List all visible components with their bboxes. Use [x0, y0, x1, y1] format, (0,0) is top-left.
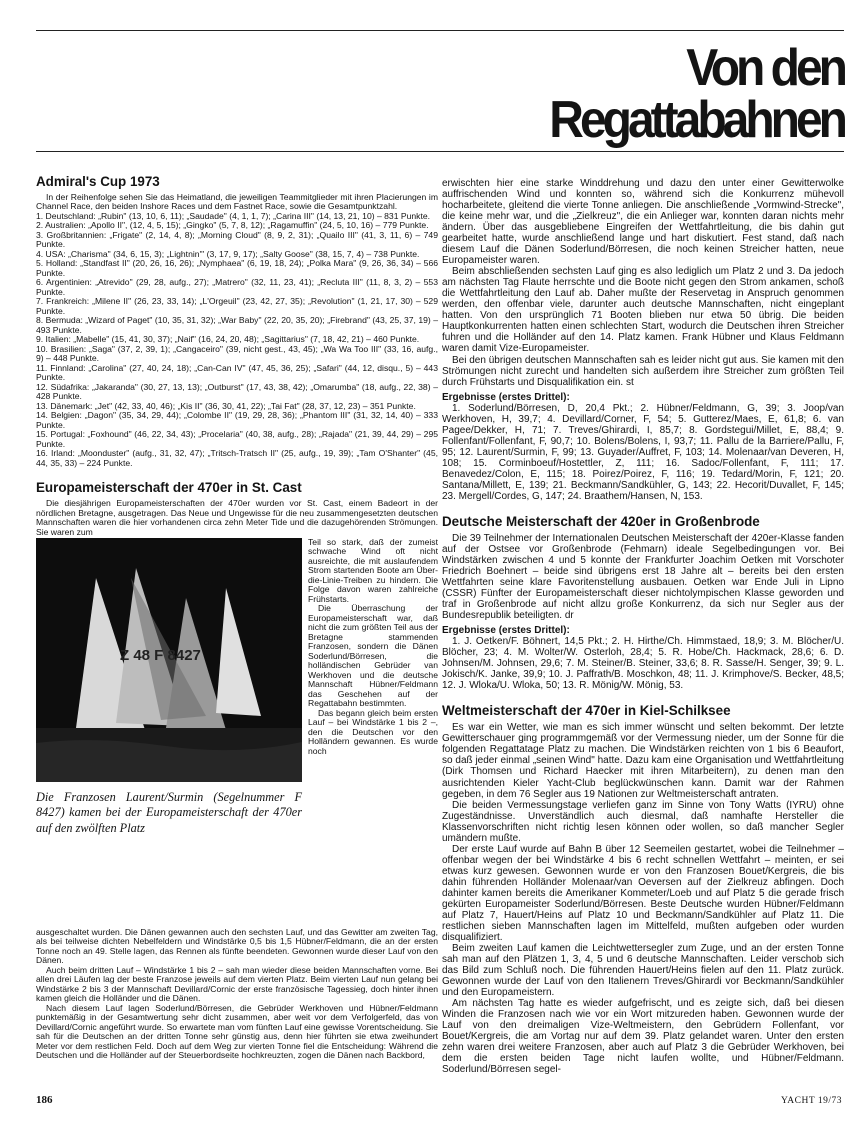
article-paragraph: Die beiden Vermessungstage verliefen ganz im Sinne von Tony Watts (IYRU) ohne Zugeständnisse. Unverständlich auch diesmal, daß namhafte Hersteller die Klassenvorschriften nicht richtig lesen können oder wollen, so daß mancher Segler umändern mußte. — [442, 799, 844, 844]
photo-block — [36, 538, 438, 928]
wm-470-title: Weltmeisterschaft der 470er in Kiel-Schilksee — [442, 703, 731, 719]
result-line: 1. Deutschland: „Rubin" (13, 10, 6, 11); „Saudade" (4, 1, 1, 7); „Carina III" (14, 13, 21, 10) – 831 Punkte. — [36, 210, 431, 221]
article-paragraph: Auch beim dritten Lauf – Windstärke 1 bis 2 – sah man wieder diese beiden Mannschaften vorne. Bei allen drei Läufen lag der beste Franzose jeweils auf dem vierten Platz. Beim vierten Lauf nun gelang bei Windstärke 2 bis 3 der Mannschaft Devillard/Cornic der erste französische Tagessieg, doch hinter ihnen kamen gleich die Holländer und die Dänen. — [36, 964, 438, 1004]
left-column — [36, 174, 438, 1061]
admirals-cup-intro: In der Reihenfolge sehen Sie das Heimatland, die jeweiligen Teammitglieder mit ihren Placierungen im Channel Race, den beiden Inshore Races und dem Fastnet Race, sowie die Gesamtpunktzahl. — [36, 192, 438, 212]
result-line: 14. Belgien: „Dagon" (35, 34, 29, 44); „Colombe II" (19, 29, 28, 36); „Phantom III" (31, 32, 14, 40) – 333 Punkte. — [36, 410, 438, 430]
article-paragraph: Die 39 Teilnehmer der Internationalen Deutschen Meisterschaft der 420er-Klasse fanden auf der Ostsee vor Großenbrode (Fehmarn) ideale Segelbedingungen vor. Bei Windstärken zwischen 4 und 5 konnte der Frankfurter Joachim Oetken mit Vorschoter Friedrich Boehnert – beide sind übrigens erst 18 Jahre alt – bereits bei den ersten Wettfahrten seine klare Favoritenstellung ausbauen. Oetken war Ende Juli in Lipno (CSSR) Fünfter der Europameisterschaft dieser nichtolympischen Klasse geworden und traf in Großenbrode auf nicht allzu große Konkurrenz, da sich nur Segler aus der Bundesrepublik beteiligten. dr — [442, 532, 844, 622]
article-paragraph: Die diesjährigen Europameisterschaften der 470er wurden vor St. Cast, einem Badeort in der nördlichen Bretagne, ausgetragen. Das Neue und Ungewisse für die neu zusammengesetzten deutschen Mannschaften waren die hier vorhandenen circa zehn Meter Tide und die dazugehörenden Strömungen. Sie waren zum — [36, 498, 438, 537]
article-paragraph: Am nächsten Tag hatte es wieder aufgefrischt, und es zeigte sich, daß bei diesen Winden die Franzosen nach wie vor ein Wort mitzureden haben. Gewonnen wurde der Lauf von den dreimaligen Vize-Weltmeistern, den Gebrüdern Follenfant, vor Bouet/Kergreis, die am Vortag nur auf dem 39. Platz gelandet waren. Unter den ersten zehn waren drei weitere Franzosen, aber auch auf Platz 3 die Gebrüder Werkhoven, bei dem die ersten beiden Tage nicht laufen wollte, und Hübner/Feldmann. Soderlund/Börresen segel- — [442, 998, 844, 1076]
result-line: 10. Brasilien: „Saga" (37, 2, 39, 1); „Cangaceiro" (39, nicht gest., 43, 45); „Wa Wa Too III" (33, 16, aufg., 9) – 448 Punkte. — [36, 343, 438, 364]
article-paragraph: Die Überraschung der Europameisterschaft war, daß nicht die zum größten Teil aus der Bretagne stammenden Franzosen, sondern die Dänen Soderlund/Börresen, die holländischen Gebrüder van Werkhoven und die deutsche Mannschaft Hübner/Feldmann das Geschehen auf der Regattabahn bestimmten. — [308, 603, 438, 709]
result-line: 7. Frankreich: „Milene II" (26, 23, 33, 14); „L'Orgeuil" (23, 42, 27, 35); „Revolution" (1, 21, 17, 30) – 529 Punkte. — [36, 296, 438, 316]
article-paragraph: erwischten hier eine starke Winddrehung und dazu den unter einer Gewitterwolke auffrischenden Wind und konnten so, während sich die Konkurrenz mühevoll hocharbeitete, gleitend die vierte Tonne anliegen. Die anschließende „Vormwind-Strecke", die keine mehr war, und die „Zielkreuz", die ein Anlieger war, konnten daran nichts mehr ändern. Über das ausgebliebene Eingreifen der Wettfahrtleitung, die bis dahin gut gearbeitet hatte, wurde anschließend lange und hart diskutiert. Fest stand, daß nach diesem Lauf die Dänen Soderlund/Börresen, die noch keinen Streicher hatten, neue Europameister waren. — [442, 178, 844, 267]
results-heading: Ergebnisse (erstes Drittel): — [442, 625, 570, 637]
result-line: 12. Südafrika: „Jakaranda" (30, 27, 13, 13); „Outburst" (17, 43, 38, 42); „Omarumba" (18, aufg., 22, 38) – 428 Punkte. — [36, 381, 438, 402]
admirals-cup-title: Admiral's Cup 1973 — [36, 174, 160, 189]
page-number: 186 — [36, 1094, 53, 1106]
result-line: 13. Dänemark: „Jet" (42, 33, 40, 46); „Kis II" (36, 30, 41, 22); „Tai Fat" (28, 37, 12, 23) – 351 Punkte. — [36, 400, 416, 411]
photo-caption: Die Franzosen Laurent/Surmin (Segelnummer F 8427) kamen bei der Europameisterschaft der 470er auf den zwölften Platz — [36, 789, 302, 835]
article-paragraph: Nach diesem Lauf lagen Soderlund/Börresen, die Gebrüder Werkhoven und Hübner/Feldmann punktemäßig in der Gesamtwertung sehr dicht zusammen, aber weit vor dem Verfolgerfeld, das von Devillard/Cornic angeführt wurde. So erwartete man vom fünften Lauf eine gewisse Vorentscheidung. Sie sah für die Deutschen an der dritten Tonne sehr günstig aus, denn hier führten sie etwa zweihundert Meter vor dem restlichen Feld. Doch auf dem Weg zur vierten Tonne fiel die Entscheidung: Während die Deutschen und die Holländer auf der Steuerbordseite hochkreuzten, zogen die Dänen nach Backbord, — [36, 1002, 438, 1061]
article-paragraph: Das begann gleich beim ersten Lauf – bei Windstärke 1 bis 2 –, den die Deutschen vor den Holländern gewannen. Es wurde noch — [308, 707, 438, 756]
article-paragraph: ausgeschaltet wurden. Die Dänen gewannen auch den sechsten Lauf, und das Gewitter am zweiten Tag, als bei teilweise dichten Nebelfeldern und Windstärke 0,5 bis 1,5 Hübner/Feldmann, die an der ersten Tonne noch an 49. Stelle lagen, das Rennen als fünfte beendeten. Gewonnen wurde dieser Lauf von den Dänen. — [36, 926, 438, 966]
result-line: 3. Großbritannien: „Frigate" (2, 14, 4, 8); „Morning Cloud" (8, 9, 2, 31); „Quailo III" (41, 3, 11, 6) – 749 Punkte. — [36, 229, 438, 250]
section-masthead: Von den Regattabahnen — [549, 39, 844, 149]
result-line: 9. Italien: „Mabelle" (15, 41, 30, 37); „Naif" (16, 24, 20, 48); „Sagittarius" (7, 18, 42, 21) – 460 Punkte. — [36, 334, 420, 345]
regatta-photo — [36, 538, 302, 782]
euro-470-title: Europameisterschaft der 470er in St. Cast — [36, 480, 302, 496]
article-paragraph: Beim zweiten Lauf kamen die Leichtwettersegler zum Zuge, und an der ersten Tonne sah man auf den Plätzen 1, 3, 4, 5 und 6 deutsche Mannschaften. Leider verschob sich das Bild zum Schluß noch. Die führenden Hauert/Heins fielen auf den 11. Platz zurück. Gewonnen wurde der Lauf von den Italienern Treves/Ghirardi vor Beckmann/Sandkühler und den Europameistern. — [442, 942, 844, 999]
wrap-column — [308, 538, 438, 756]
sail-number-text: Z 48 F 8427 — [120, 646, 201, 664]
right-column — [442, 178, 844, 1075]
results-heading: Ergebnisse (erstes Drittel): — [442, 391, 570, 403]
result-line: 5. Holland: „Standfast II" (20, 26, 16, 26); „Nymphaea" (6, 19, 18, 24); „Polka Mara" (9, 26, 36, 34) – 566 Punkte. — [36, 258, 438, 278]
article-paragraph: Teil so stark, daß der zumeist schwache Wind oft nicht ausreichte, die mit auslaufendem Strom startenden Boote am Über-die-Linie-Treiben zu hindern. Die Folge davon waren zahlreiche Frühstarts. — [308, 536, 438, 604]
header-rule — [36, 151, 844, 152]
article-paragraph: Bei den übrigen deutschen Mannschaften sah es leider nicht gut aus. Sie kamen mit den Strömungen nicht zurecht und handelten sich außerdem ihre Streicher zum größten Teil durch Frühstarts und Disqualifikation ein. st — [442, 354, 844, 388]
result-line: 15. Portugal: „Foxhound" (46, 22, 34, 43); „Procelaria" (40, 38, aufg., 28); „Rajada" (21, 39, 44, 29) – 295 Punkte. — [36, 429, 438, 449]
article-paragraph: Beim abschließenden sechsten Lauf ging es also lediglich um Platz 2 und 3. Da jedoch am nächsten Tag Flaute herrschte und die Boote nicht gegen den Strom ankamen, schoß die Wettfahrtleitung den Lauf ab. Daher mußte der Reservetag in Anspruch genommen werden, den offenbar viele, darunter auch deutsche Mannschaften, nicht eingeplant hatten. Von den ursprünglich 71 Booten blieben nur etwa 50 übrig. Die beiden Hauptkonkurrenten hatten einen schlechten Start, wodurch die Deutschen ihren Streicher fuhren und die Holländer auf den 14. Platz kamen. Frank Hübner und Klaus Feldmann waren damit Vize-Europameister. — [442, 266, 844, 355]
results-text: 1. Soderlund/Börresen, D, 20,4 Pkt.; 2. Hübner/Feldmann, G, 39; 3. Joop/van Werkhoven, H, 39,7; 4. Devillard/Corner, F, 54; 5. Gutterez/Maes, E, 61,8; 6. van Pagee/Dekker, H, 71; 7. Treves/Ghirardi, I, 85,7; 8. Gordstegui/Millet, E, 88,4; 9. Follenfant/Follenfant, F, 90,7; 10. Bolens/Bolens, I, 93,7; 11. Pallu de la Barriere/Pallu, F, 95; 12. Laurent/Surmin, F, 99; 13. Guyader/Auffret, F, 103; 14. Molenaar/van Deveren, H, 108; 15. Corminboeuf/Hostettler, Z, 111; 16. Sadoc/Follenfant, F, 111; 17. Benavedez/Colon, E, 115; 18. Poirez/Poirez, F, 116; 19. Tedard/Morin, F, 121; 20. Santana/Millett, E, 139; 21. Beckmann/Sandkühler, G, 143; 22. Hecorit/Duvallet, F, 145; 23. Mergell/Cordes, G, 147; 24. Braathem/Hansen, N, 153. — [442, 402, 844, 502]
result-line: 16. Irland: „Moonduster" (aufg., 31, 32, 47); „Tritsch-Tratsch II" (25, aufg., 19, 39); „Tam O'Shanter" (45, 44, 35, 33) – 224 Punkte. — [36, 448, 438, 468]
article-paragraph: Es war ein Wetter, wie man es sich immer wünscht und selten bekommt. Der letzte Gewitterschauer ging programmgemäß vor der Vermessung nieder, um der Sonne für die folgenden Regattatage Platz zu machen. Die Windstärken reichten von 1 bis 6 Beaufort, so daß jeder einmal „seinen Wind" hatte. Dazu kam eine Organisation und Wettfahrtleitung (Dirk Thomsen und Richard Haecker mit ihren Mitarbeitern), zu denen man den ausrichtenden Kieler Yacht-Club beglückwünschen kann. Damit war der Rahmen gegeben, in dem 76 Segler aus 19 Nationen zur Weltmeisterschaft antraten. — [442, 722, 844, 800]
issue-label: YACHT 19/73 — [780, 1096, 842, 1106]
result-line: 2. Australien: „Apollo II", (12, 4, 5, 15); „Gingko" (5, 7, 8, 12); „Ragamuffin" (24, 5, 10, 16) – 779 Punkte. — [36, 220, 429, 231]
result-line: 6. Argentinien: „Atrevido" (29, 28, aufg., 27); „Matrero" (32, 11, 23, 41); „Recluta III" (11, 8, 3, 2) – 553 Punkte. — [36, 277, 438, 297]
dm-420-title: Deutsche Meisterschaft der 420er in Großenbrode — [442, 513, 760, 529]
result-line: 8. Bermuda: „Wizard of Paget" (10, 35, 31, 32); „War Baby" (22, 20, 35, 20); „Firebrand" (43, 25, 37, 19) – 493 Punkte. — [36, 315, 438, 335]
result-line: 4. USA: „Charisma" (34, 6, 15, 3); „Lightnin'" (3, 17, 9, 17); „Salty Goose" (38, 15, 7, 4) – 738 Punkte. — [36, 248, 420, 259]
result-line: 11. Finnland: „Carolina" (27, 40, 24, 18); „Can-Can IV" (47, 45, 36, 25); „Safari" (44, 12, disqu., 5) – 443 Punkte. — [36, 362, 438, 383]
results-text: 1. J. Oetken/F. Böhnert, 14,5 Pkt.; 2. H. Hirthe/Ch. Himmstaed, 18,9; 3. M. Blöcher/U. Blöcher, 23; 4. M. Wolter/W. Osterloh, 28,4; 5. R. Hobe/Ch. Hackmack, 28,6; 6. D. Johnsen/M. Johnsen, 29,6; 7. M. Steiner/B. Steiner, 33,6; 8. R. Sasse/H. Senger, 39; 9. L. Jokisch/K. Janke, 39,9; 10. J. Paffrath/B. Moschkon, 48; 11. J. Krimphove/S. Becker, 48,5; 12. J. Wloka/U. Wloka, 50; 13. R. Mönig/W. Mönig, 53. — [442, 636, 844, 692]
admirals-cup-results — [36, 212, 438, 468]
article-paragraph: Der erste Lauf wurde auf Bahn B über 12 Seemeilen gestartet, wobei die Teilnehmer – offenbar wegen der bei Windstärke 4 bis 6 recht schnellen Wettfahrt – meinten, er sei etwas kurz gewesen. Gewonnen wurde er von den Franzosen Bouet/Kergreis, die bis dahin führenden Holländer Molenaar/van Oeversen auf der Zielkreuz abfingen. Doch dahinter kamen bereits die Amerikaner Kommeter/Loeb und auf Platz 5 die gerade frisch gekürten Europameister Soderlund/Börresen. Beste Deutsche wurden Hübner/Feldmann auf Platz 7, Hauert/Heins auf Platz 10 und Beckmann/Sandkühler auf Platz 11. Die restlichen sieben Mannschaften lagen im Mittelfeld, mußten aufgeben oder wurden disqualifiziert. — [442, 843, 844, 943]
